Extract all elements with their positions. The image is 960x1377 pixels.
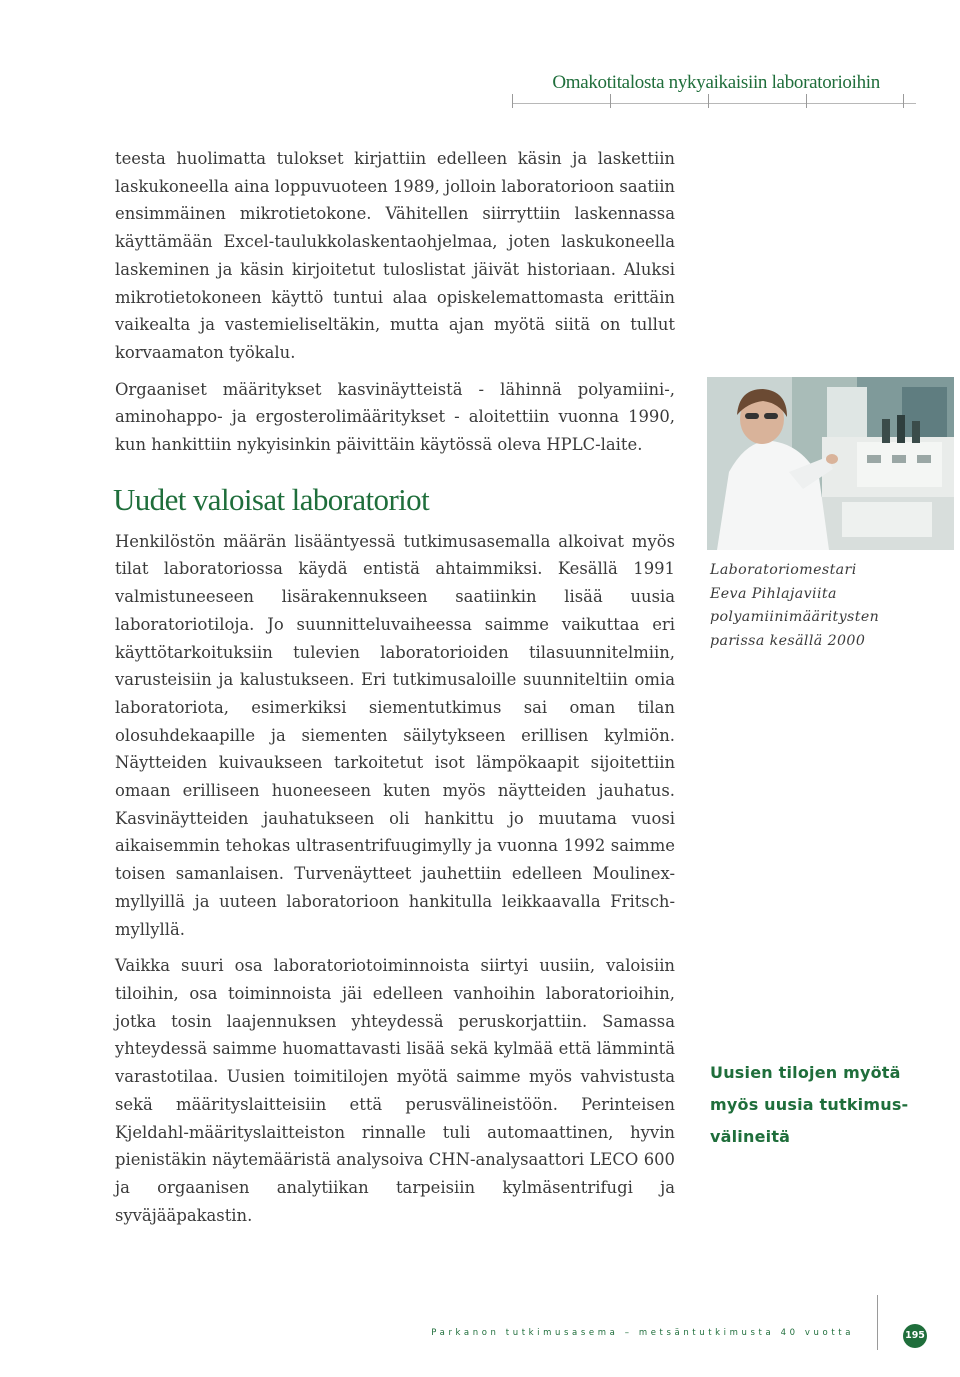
pull-quote-line: myös uusia tutkimus- bbox=[710, 1095, 909, 1114]
header-rule bbox=[512, 103, 916, 104]
section-heading: Uudet valoisat laboratoriot bbox=[113, 481, 430, 517]
caption-line: Laboratoriomestari bbox=[710, 562, 857, 578]
laboratory-photo bbox=[707, 377, 954, 550]
header-tick bbox=[708, 94, 709, 108]
pull-quote-line: Uusien tilojen myötä bbox=[710, 1063, 901, 1082]
body-paragraph: Vaikka suuri osa laboratoriotoiminnoista siirtyi uusiin, valoisiin tiloihin, osa toiminnoista jäi edelleen vanhoihin laboratorioihin, jotka tosin laajennuksen yhteydessä peruskorjattiin. Samassa yhteydessä saimme huomattavasti lisää sekä kylmää että lämmintä varastotilaa. Uusien toimitilojen myötä saimme myös vahvistusta sekä määrityslaitteisiin että perusvälineistöön. Perinteisen Kjeldahl-määrityslaitteiston rinnalle tuli automaattinen, hyvin pienistäkin näytemääristä analysoiva CHN-analysaattori LECO 600 ja orgaanisen analytiikan tarpeisiin kylmäsentrifugi ja syväjääpakastin. bbox=[115, 956, 675, 1225]
body-paragraph: Henkilöstön määrän lisääntyessä tutkimusasemalla alkoivat myös tilat laboratoriossa käydä entistä ahtaimmiksi. Kesällä 1991 valmistuneeseen lisärakennukseen saatiinkin lisää uusia laboratoriotiloja. Jo suunnitteluvaiheessa saimme vaikuttaa eri käyttötarkoituksiin tulevien laboratorioiden tilasuunnitelmiin, varusteisiin ja kalustukseen. Eri tutkimusaloille suunniteltiin omia laboratoriota, esimerkiksi siementutkimus sai oman tilan olosuhdekaapille ja siementen säilytykseen erillisen kylmiön. Näytteiden kuivaukseen tarkoitetut isot lämpökaapit sijoitettiin omaan erilliseen huoneeseen kuten myös näytteiden jauhatus. Kasvinäytteiden jauhatukseen oli hankittu jo muutama vuosi aikaisemmin tehokas ultrasentrifuugimylly ja vuonna 1992 saimme toisen samanlaisen. Turvenäytteet jauhettiin edelleen Moulinex-myllyillä ja uuteen laboratorioon hankitulla leikkaavalla Fritsch-myllyllä. bbox=[115, 531, 675, 939]
header-tick bbox=[610, 94, 611, 108]
pull-quote-line: välineitä bbox=[710, 1127, 791, 1146]
body-paragraph: teesta huolimatta tulokset kirjattiin edelleen käsin ja laskettiin laskukoneella aina loppuvuoteen 1989, jolloin laboratorioon saatiin ensimmäinen mikrotietokone. Vähitellen siirryttiin laskennassa käyttämään Excel-taulukkolaskentaohjelmaa, joten laskukoneella laskeminen ja käsin kirjoitetut tuloslistat jäivät historiaan. Aluksi mikrotietokoneen käyttö tuntui alaa opiskelemattomasta erittäin vaikealta ja vastemieliseltäkin, mutta ajan myötä siitä on tullut korvaamaton työkalu. bbox=[115, 149, 675, 362]
header-tick bbox=[903, 94, 904, 108]
body-paragraph: Orgaaniset määritykset kasvinäytteistä - lähinnä polyamiini-, aminohappo- ja ergosterolimääritykset - aloitettiin vuonna 1990, kun hankittiin nykyisinkin päivittäin käytössä oleva HPLC-laite. bbox=[115, 379, 675, 455]
photo-caption bbox=[710, 559, 950, 653]
caption-line: parissa kesällä 2000 bbox=[710, 632, 866, 649]
header-tick bbox=[512, 94, 513, 108]
footer-rule bbox=[877, 1295, 878, 1350]
caption-line: polyamiinimääritysten bbox=[710, 609, 880, 625]
main-column bbox=[115, 145, 675, 1238]
pull-quote bbox=[710, 1057, 950, 1153]
running-header: Omakotitalosta nykyaikaisiin laboratorioihin bbox=[552, 72, 880, 93]
caption-line: Eeva Pihlajaviita bbox=[710, 585, 837, 602]
page-number-badge: 195 bbox=[903, 1324, 927, 1348]
footer-text: Parkanon tutkimusasema – metsäntutkimusta 40 vuotta bbox=[431, 1328, 854, 1338]
header-tick bbox=[806, 94, 807, 108]
laboratory-photo-illustration bbox=[707, 377, 954, 550]
